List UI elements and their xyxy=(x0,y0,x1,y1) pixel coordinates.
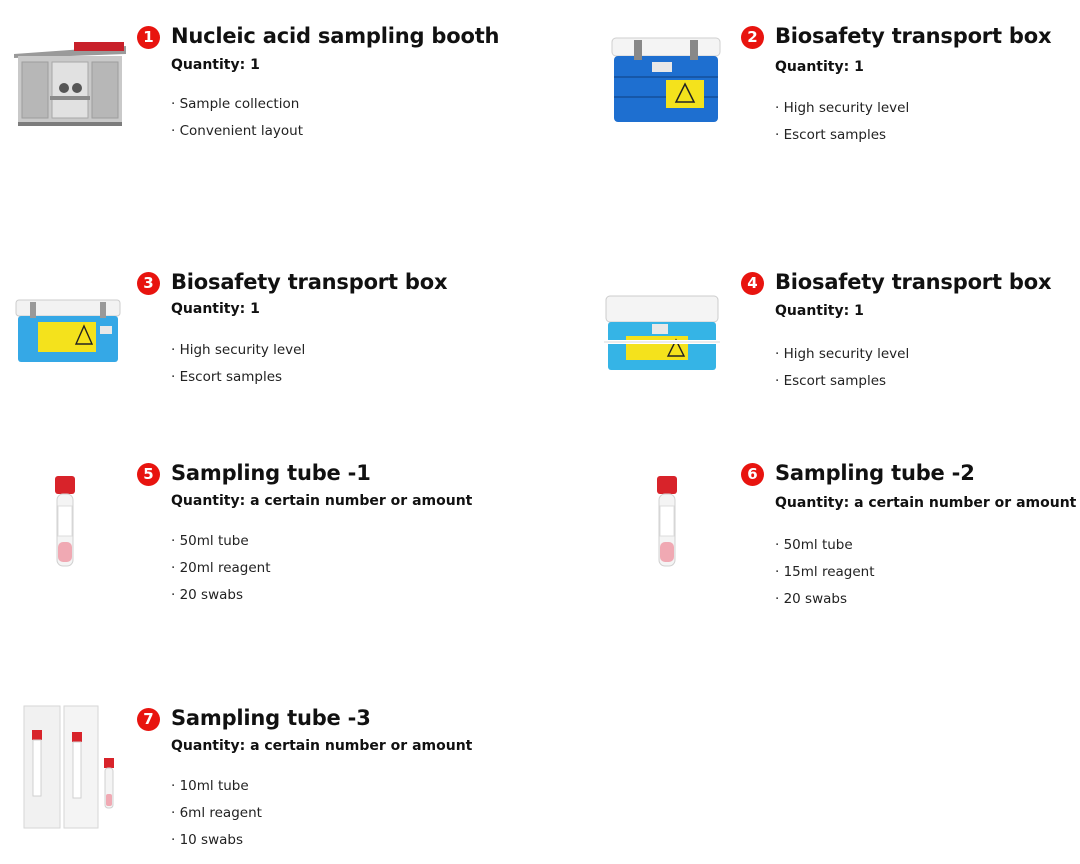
item-title: Biosafety transport box xyxy=(775,270,1052,294)
item-number-badge: 6 xyxy=(741,463,764,486)
item-number-badge: 4 xyxy=(741,272,764,295)
item-title: Sampling tube -2 xyxy=(775,461,975,485)
item-feature: · Convenient layout xyxy=(171,123,303,139)
item-quantity: Quantity: 1 xyxy=(171,301,260,317)
item-title: Nucleic acid sampling booth xyxy=(171,24,500,48)
item-title: Sampling tube -1 xyxy=(171,461,371,485)
item-feature: · 10 swabs xyxy=(171,832,244,848)
item-feature: · 10ml tube xyxy=(171,778,249,794)
item-feature: · 50ml tube xyxy=(171,533,249,549)
cyan-transport-box-image xyxy=(600,294,724,374)
item-number-badge: 3 xyxy=(137,272,160,295)
item-feature: · 15ml reagent xyxy=(775,564,875,580)
item-quantity: Quantity: a certain number or amount xyxy=(171,738,473,754)
item-feature: · 6ml reagent xyxy=(171,805,262,821)
item-number-badge: 7 xyxy=(137,708,160,731)
item-feature: · 50ml tube xyxy=(775,537,853,553)
item-quantity: Quantity: 1 xyxy=(775,59,864,75)
item-title: Sampling tube -3 xyxy=(171,706,371,730)
item-feature: · 20ml reagent xyxy=(171,560,271,576)
sampling-tube-image xyxy=(654,476,680,568)
item-title: Biosafety transport box xyxy=(171,270,448,294)
item-feature: · Escort samples xyxy=(775,373,887,389)
light-blue-transport-box-image xyxy=(14,298,122,366)
sampling-tube-image xyxy=(52,476,78,568)
item-feature: · High security level xyxy=(775,346,910,362)
item-quantity: Quantity: a certain number or amount xyxy=(775,495,1077,511)
item-feature: · High security level xyxy=(171,342,306,358)
item-feature: · Sample collection xyxy=(171,96,300,112)
item-quantity: Quantity: a certain number or amount xyxy=(171,493,473,509)
blue-transport-box-image xyxy=(610,36,722,126)
item-quantity: Quantity: 1 xyxy=(171,57,260,73)
item-feature: · 20 swabs xyxy=(775,591,848,607)
item-number-badge: 1 xyxy=(137,26,160,49)
sampling-booth-image xyxy=(14,40,126,128)
item-feature: · High security level xyxy=(775,100,910,116)
item-feature: · Escort samples xyxy=(775,127,887,143)
item-title: Biosafety transport box xyxy=(775,24,1052,48)
packaged-sampling-tubes-image xyxy=(20,702,124,834)
item-feature: · 20 swabs xyxy=(171,587,244,603)
item-number-badge: 2 xyxy=(741,26,764,49)
item-number-badge: 5 xyxy=(137,463,160,486)
item-quantity: Quantity: 1 xyxy=(775,303,864,319)
item-feature: · Escort samples xyxy=(171,369,283,385)
